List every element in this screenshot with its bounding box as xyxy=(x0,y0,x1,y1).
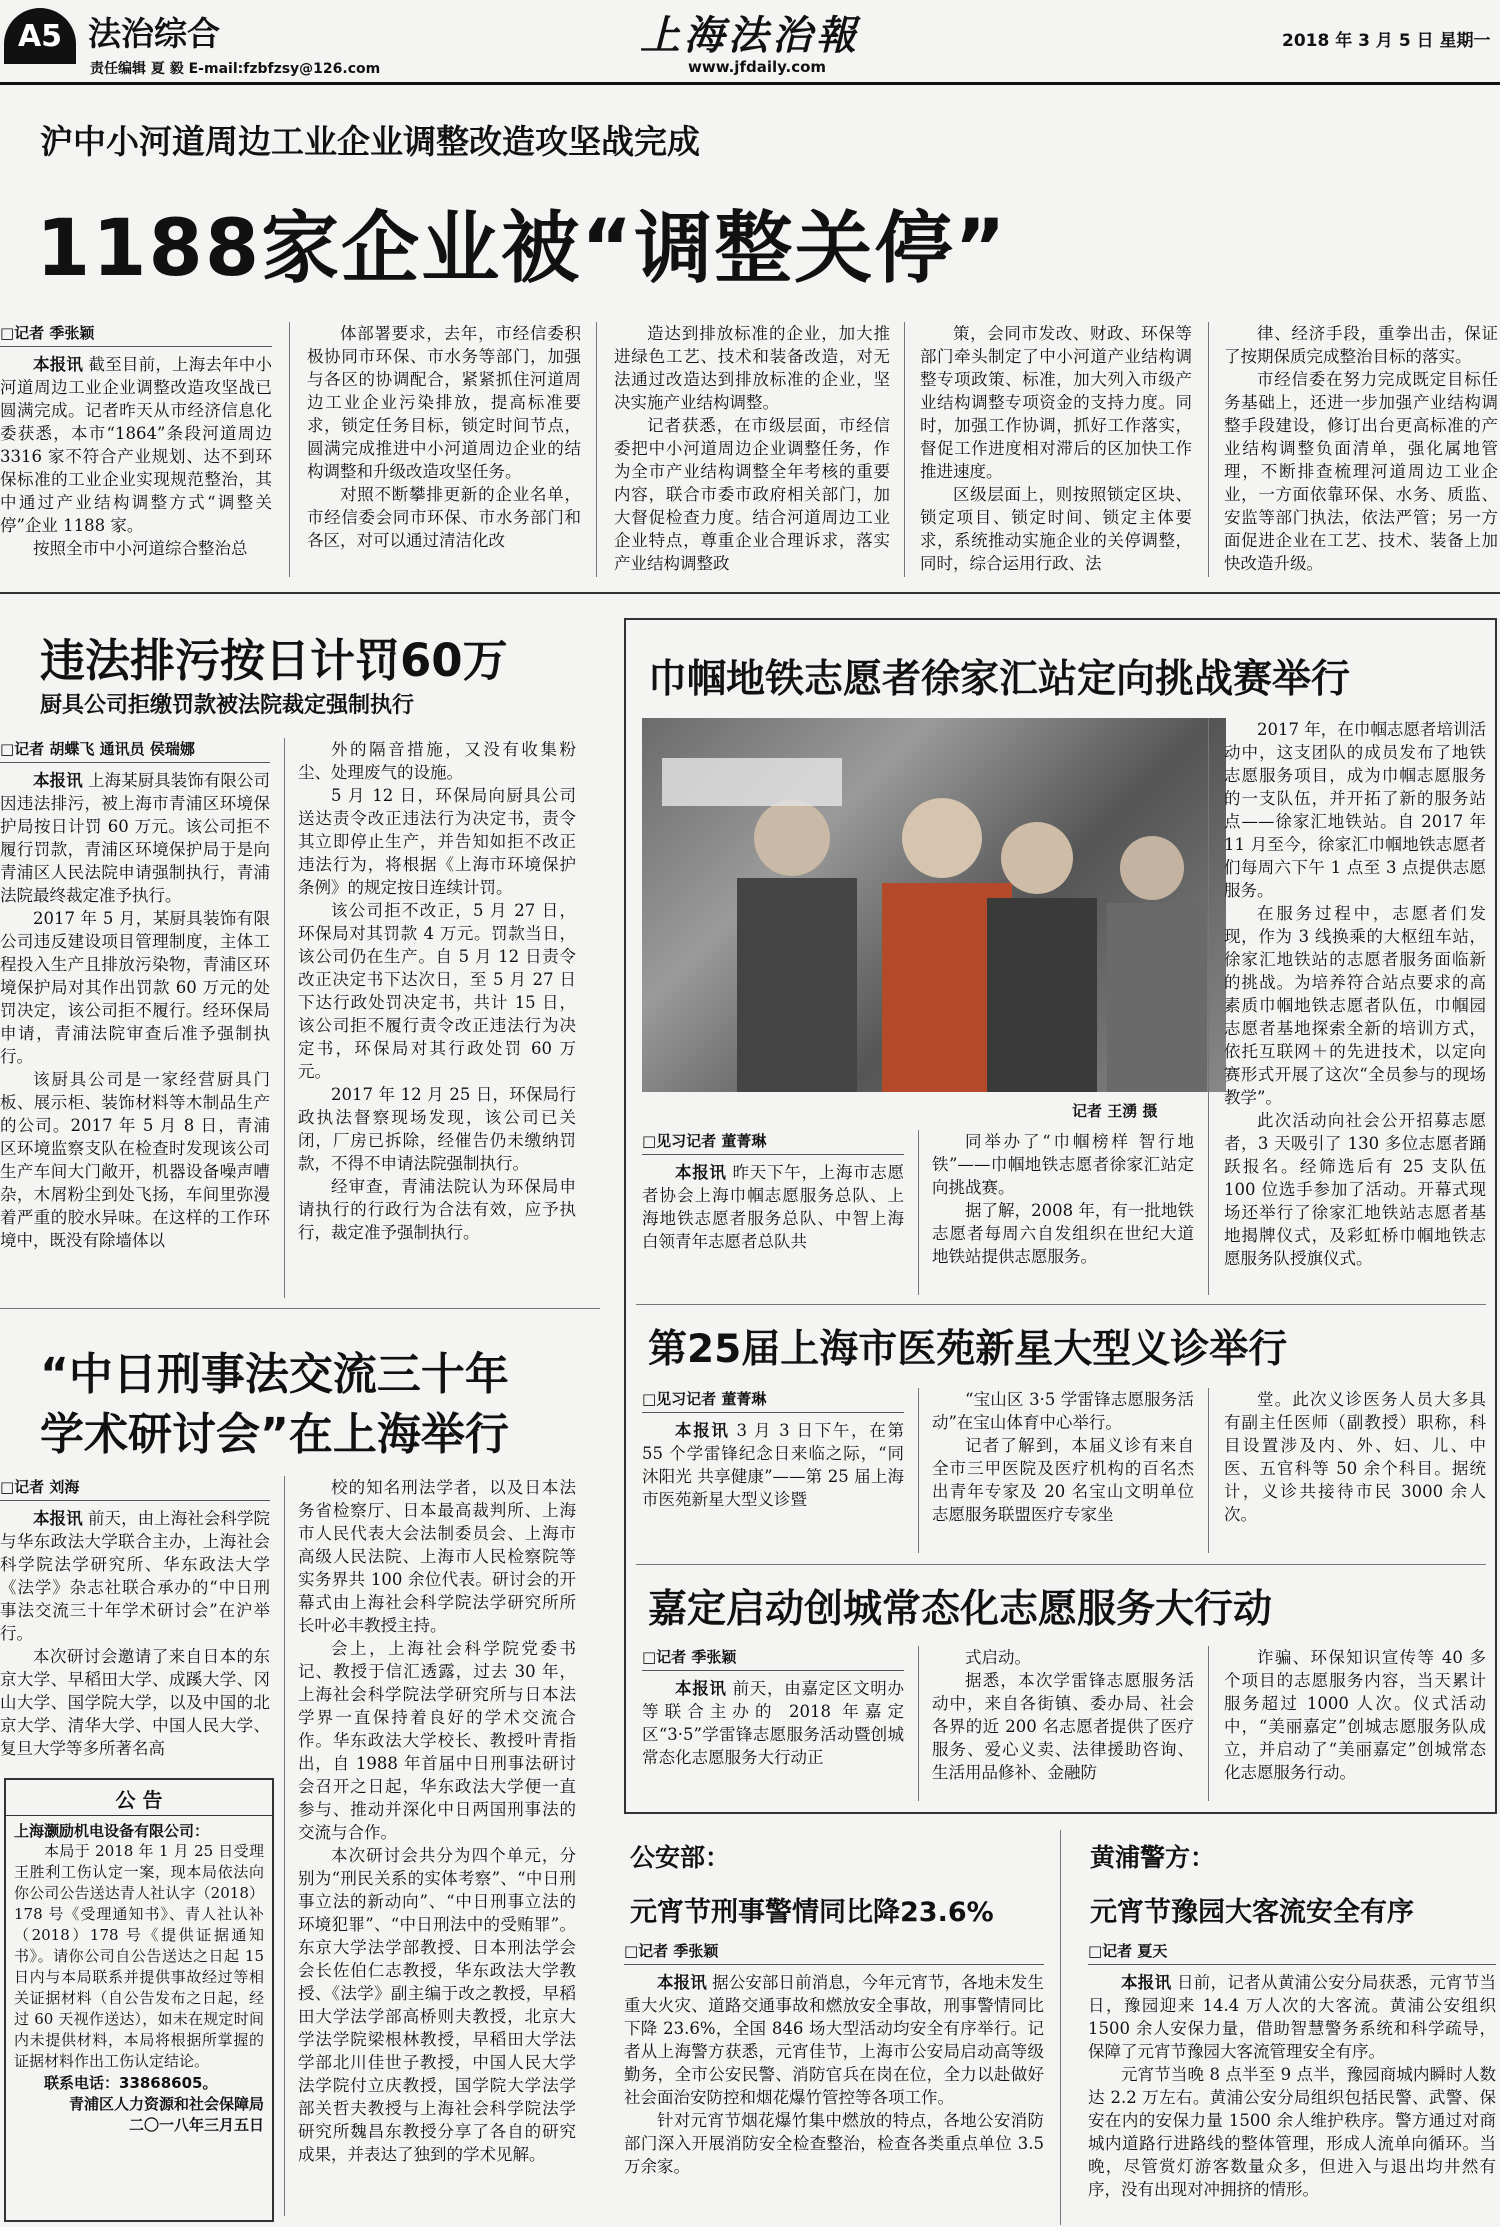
lead-headline: 1188家企业被“调整关停” xyxy=(36,204,1008,294)
story6-col-1-body xyxy=(642,1677,904,1769)
story6-col-3-body xyxy=(1224,1646,1486,1784)
section-title: 法治综合 xyxy=(88,14,220,53)
story5-col-2 xyxy=(932,1388,1194,1558)
story6-byline: □记者 季张颖 xyxy=(642,1646,904,1671)
story4-col-2 xyxy=(932,1130,1194,1300)
paragraph: 记者了解到，本届义诊有来自全市三甲医院及医疗机构的百名杰出青年专家及 20 名宝山文明单位志愿服务联盟医疗专家坐 xyxy=(932,1436,1194,1524)
paragraph: 诈骗、环保知识宣传等 40 多个项目的志愿服务内容，当天累计服务超过 1000 人次。仪式活动中，“美丽嘉定”创城志愿服务队成立，并启动了“美丽嘉定”创城常态化志愿服务行动。 xyxy=(1224,1648,1486,1782)
paragraph: 本报讯 截至目前，上海去年中小河道周边工业企业调整改造攻坚战已圆满完成。记者昨天从市经济信息化委获悉，本市“1864”条段河道周边 3316 家不符合产业规划、达不到环保标准的工业企业实现规范整治，其中通过产业结构调整方式“调整关停”企业 1188 家。 xyxy=(0,355,272,535)
story2-headline: 违法排污按日计罚60万 xyxy=(40,634,508,687)
paragraph: 造达到排放标准的企业，加大推进绿色工艺、技术和装备改造，对无法通过改造达到排放标准的企业，坚决实施产业结构调整。 xyxy=(614,324,890,412)
story7-byline: □记者 季张颖 xyxy=(624,1940,1044,1965)
section-rule xyxy=(636,1304,1486,1305)
paragraph: 按照全市中小河道综合整治总 xyxy=(33,539,248,558)
paragraph: 律、经济手段，重拳出击，保证了按期保质完成整治目标的落实。 xyxy=(1224,324,1498,366)
volunteers-photo-figures xyxy=(642,718,1226,1092)
paragraph: 该厨具公司是一家经营厨具门板、展示柜、装饰材料等木制品生产的公司。2017 年 5 月 8 日，青浦区环境监察支队在检查时发现该公司生产车间大门敞开，机器设备噪声嘈杂，木屑粉尘到处飞扬，车间里弥漫着严重的胶水异味。在这样的工作环境中，既没有除墙体以 xyxy=(0,1070,270,1250)
story7-headline: 元宵节刑事警情同比降23.6% xyxy=(630,1897,994,1928)
section-rule xyxy=(0,592,1500,594)
paragraph: 该公司拒不改正，5 月 27 日，环保局对其罚款 4 万元。罚款当日，该公司仍在生产。自 5 月 12 日责令改正决定书下达次日，至 5 月 27 日下达行政处罚决定书，共计 15 日，该公司拒不履行责令改正违法行为决定书，环保局对其行政处罚 60 万元。 xyxy=(298,901,576,1081)
story7-col-1 xyxy=(624,1940,1044,2225)
paragraph: 校的知名刑法学者，以及日本法务省检察厅、日本最高裁判所、上海市人民代表大会法制委员会、上海市高级人民法院、上海市人民检察院等实务界共 100 余位代表。研讨会的开幕式由上海社会科学院法学研究所所长叶必丰教授主持。 xyxy=(298,1478,576,1635)
lead-col-3-body xyxy=(614,322,890,575)
story3-col-2 xyxy=(298,1476,576,2221)
paragraph: 据悉，本次学雷锋志愿服务活动中，来自各街镇、委办局、社会各界的近 200 名志愿者提供了医疗服务、爱心义卖、法律援助咨询、生活用品修补、金融防 xyxy=(932,1671,1194,1782)
story4-col-1-body xyxy=(642,1161,904,1253)
story5-col-2-body xyxy=(932,1388,1194,1526)
paragraph: 2017 年 5 月，某厨具装饰有限公司违反建设项目管理制度，主体工程投入生产且排放污染物，青浦区环境保护局对其作出罚款 60 万元的处罚决定，该公司拒不履行。经环保局申请，青浦法院审查后准予强制执行。 xyxy=(0,909,270,1066)
paragraph: 本次研讨会邀请了来自日本的东京大学、早稻田大学、成蹊大学、冈山大学、国学院大学，以及中国的北京大学、清华大学、中国人民大学、复旦大学等多所著名高 xyxy=(0,1647,270,1758)
story8-byline: □记者 夏天 xyxy=(1088,1940,1496,1965)
photo-credit: 记者 王湧 摄 xyxy=(1072,1102,1158,1120)
story4-col-2-body xyxy=(932,1130,1194,1268)
paragraph: 式启动。 xyxy=(965,1648,1031,1667)
story3-byline: □记者 刘海 xyxy=(0,1476,270,1501)
paragraph: 策，会同市发改、财政、环保等部门牵头制定了中小河道产业结构调整专项政策、标准，加大列入市级产业结构调整专项资金的支持力度。同时，加强工作协调，抓好工作落实，督促工作进度相对滞后的区加快工作推进速度。 xyxy=(920,324,1192,481)
notice-company: 上海灏励机电设备有限公司： xyxy=(14,1822,210,1840)
lead-kicker: 沪中小河道周边工业企业调整改造攻坚战完成 xyxy=(40,122,700,161)
notice-issuer: 青浦区人力资源和社会保障局 xyxy=(68,2095,264,2113)
paragraph: 同举办了“巾帼榜样 智行地铁”——巾帼地铁志愿者徐家汇站定向挑战赛。 xyxy=(932,1132,1194,1197)
story3-headline-line-1: “中日刑事法交流三十年 xyxy=(40,1349,509,1400)
paragraph: 本报讯 3 月 3 日下午，在第 55 个学雷锋纪念日来临之际，“同沐阳光 共享健康”——第 25 届上海市医苑新星大型义诊暨 xyxy=(642,1421,904,1509)
story2-subhead: 厨具公司拒缴罚款被法院裁定强制执行 xyxy=(40,693,415,718)
page-number-badge: A5 xyxy=(4,8,76,64)
story4-byline: □见习记者 董菁琳 xyxy=(642,1130,904,1155)
divider xyxy=(1208,322,1209,577)
paragraph: 此次活动向社会公开招募志愿者，3 天吸引了 130 多位志愿者踊跃报名。经筛选后有 25 支队伍 100 位选手参加了活动。开幕式现场还举行了徐家汇地铁站志愿者基地揭牌仪式，及彩虹桥巾帼地铁志愿服务队授旗仪式。 xyxy=(1224,1111,1486,1268)
paragraph: 本报讯 据公安部日前消息，今年元宵节，各地未发生重大火灾、道路交通事故和燃放安全事故，刑事警情同比下降 23.6%，全国 846 场大型活动均安全有序举行。记者从上海警方获悉，元宵佳节，上海市公安局启动高等级勤务，全市公安民警、消防官兵在岗在位，全力以赴做好社会面治安防控和烟花爆竹管控等各项工作。 xyxy=(624,1973,1044,2107)
divider xyxy=(284,738,285,1298)
issue-date: 2018 年 3 月 5 日 星期一 xyxy=(1282,31,1491,51)
story8-col-1-body xyxy=(1088,1971,1496,2201)
volunteers-photo xyxy=(642,718,1226,1092)
story5-headline: 第25届上海市医苑新星大型义诊举行 xyxy=(648,1327,1288,1372)
story4-headline: 巾帼地铁志愿者徐家汇站定向挑战赛举行 xyxy=(648,657,1351,702)
divider xyxy=(918,1130,919,1295)
notice-body: 本局于 2018 年 1 月 25 日受理王胜利工伤认定一案，现本局依法向你公司公告送达青人社认字（2018）178 号《受理通知书》、青人社认补（2018）178 号《提供证据通知书》。请你公司自公告送达之日起 15 日内与本局联系并提供事故经过等相关证据材料（自公告发布之日起，经过 60 天视作送达），如未在规定时间内未提供材料，本局将根据所掌握的证据材料作出工伤认定结论。 xyxy=(14,1842,264,2070)
paragraph: 本报讯 上海某厨具装饰有限公司因违法排污，被上海市青浦区环境保护局按日计罚 60 万元。该公司拒不履行罚款，青浦区环境保护局于是向青浦区人民法院申请强制执行，青浦法院最终裁定准予执行。 xyxy=(0,771,270,905)
paragraph: 本报讯 前天，由上海社会科学院与华东政法大学联合主办，上海社会科学院法学研究所、华东政法大学《法学》杂志社联合承办的“中日刑事法交流三十年学术研讨会”在沪举行。 xyxy=(0,1509,270,1643)
story8-kicker: 黄浦警方： xyxy=(1090,1843,1216,1872)
paragraph: “宝山区 3·5 学雷锋志愿服务活动”在宝山体育中心举行。 xyxy=(932,1390,1194,1432)
lead-col-5-body xyxy=(1224,322,1498,575)
section-rule xyxy=(636,1564,1486,1565)
divider xyxy=(1060,1830,1061,2225)
paper-name-logo: 上海法治報 xyxy=(640,12,860,59)
divider xyxy=(904,322,905,577)
paragraph: 2017 年，在巾帼志愿者培训活动中，这支团队的成员发布了地铁志愿服务项目，成为巾帼志愿服务的一支队伍，并开拓了新的服务站点——徐家汇地铁站。自 2017 年 11 月至今，徐家汇巾帼地铁志愿者们每周六下午 1 点至 3 点提供志愿服务。 xyxy=(1224,720,1486,900)
paragraph: 对照不断攀排更新的企业名单，市经信委会同市环保、市水务部门和各区，对可以通过清洁化改 xyxy=(307,485,581,550)
lead-col-2-body xyxy=(307,322,581,552)
divider xyxy=(1208,1388,1209,1553)
lead-byline: □记者 季张颖 xyxy=(0,322,272,347)
paragraph: 记者获悉，在市级层面，市经信委把中小河道周边企业调整任务，作为全市产业结构调整全年考核的重要内容，联合市委市政府相关部门，加大督促检查力度。结合河道周边工业企业特点，尊重企业合理诉求，落实产业结构调整政 xyxy=(614,416,890,573)
paragraph: 体部署要求，去年，市经信委积极协同市环保、市水务等部门，加强与各区的协调配合，紧紧抓住河道周边工业企业污染排放，提高标准要求，锁定任务目标，锁定时间节点，圆满完成推进中小河道周边企业的结构调整和升级改造攻坚任务。 xyxy=(307,324,581,481)
divider xyxy=(596,322,597,577)
editor-line: 责任编辑 夏 毅 E-mail:fzbfzsy@126.com xyxy=(90,61,381,77)
story6-col-3 xyxy=(1224,1646,1486,1806)
story7-col-1-body xyxy=(624,1971,1044,2178)
story5-col-1 xyxy=(642,1388,904,1558)
notice-date: 二〇一八年三月五日 xyxy=(128,2116,264,2134)
story6-col-2-body xyxy=(932,1646,1194,1784)
notice-phone: 联系电话：33868605。 xyxy=(44,2074,218,2092)
masthead-rule xyxy=(0,82,1500,85)
website-link[interactable]: www.jfdaily.com xyxy=(688,58,827,76)
lead-col-4 xyxy=(920,322,1192,582)
story3-col-2-body xyxy=(298,1476,576,2166)
lead-col-2 xyxy=(307,322,581,582)
story6-col-1 xyxy=(642,1646,904,1806)
paragraph: 针对元宵节烟花爆竹集中燃放的特点，各地公安消防部门深入开展消防安全检查整治，检查各类重点单位 3.5 万余家。 xyxy=(624,2111,1044,2176)
lead-col-1-body xyxy=(0,353,272,560)
section-rule xyxy=(0,1308,600,1309)
paragraph: 外的隔音措施，又没有收集粉尘、处理废气的设施。 xyxy=(298,740,576,782)
paragraph: 5 月 12 日，环保局向厨具公司送达责令改正违法行为决定书，责令其立即停止生产，并告知如拒不改正违法行为，将根据《上海市环境保护条例》的规定按日连续计罚。 xyxy=(298,786,576,897)
lead-col-1 xyxy=(0,322,272,582)
paragraph: 本次研讨会共分为四个单元，分别为“刑民关系的实体考察”、“中日刑事立法的新动向”、“中日刑事立法的环境犯罪”、“中日刑法中的受贿罪”。东京大学法学部教授、日本刑法学会会长佐伯仁志教授，华东政法大学教授、《法学》副主编于改之教授，早稻田大学法学部高桥则夫教授，北京大学法学院梁根林教授，早稻田大学法学部北川佳世子教授，中国人民大学法学院付立庆教授，国学院大学法学部关哲夫教授与上海社会科学院法学研究所魏昌东教授分享了各自的研究成果，并表达了独到的学术见解。 xyxy=(298,1846,576,2164)
divider xyxy=(1208,718,1209,1295)
paragraph: 经审查，青浦法院认为环保局申请执行的行政行为合法有效，应予执行，裁定准予强制执行。 xyxy=(298,1177,576,1242)
lead-col-5 xyxy=(1224,322,1498,582)
masthead xyxy=(0,0,1500,86)
story4-col-3 xyxy=(1224,718,1486,1298)
story2-col-2 xyxy=(298,738,576,1298)
story3-col-1-body xyxy=(0,1507,270,1760)
paragraph: 本报讯 日前，记者从黄浦公安分局获悉，元宵节当日，豫园迎来 14.4 万人次的大客流。黄浦公安组织 1500 余人安保力量，借助智慧警务系统和科学疏导，保障了元宵节豫园大客流管理安全有序。 xyxy=(1088,1973,1496,2061)
story5-col-3 xyxy=(1224,1388,1486,1558)
paragraph: 元宵节当晚 8 点半至 9 点半，豫园商城内瞬时人数达 2.2 万左右。黄浦公安分局组织包括民警、武警、保安在内的安保力量 1500 余人维护秩序。警方通过对商城内道路行进路线的整体管理，形成人流单向循环。当晚，尽管赏灯游客数量众多，但进入与退出均井然有序，没有出现对冲拥挤的情形。 xyxy=(1088,2065,1496,2199)
story2-col-1-body xyxy=(0,769,270,1252)
lead-col-3 xyxy=(614,322,890,582)
lead-col-4-body xyxy=(920,322,1192,575)
divider xyxy=(1208,1646,1209,1801)
paragraph: 本报讯 前天，由嘉定区文明办等联合主办的 2018 年嘉定区“3·5”学雷锋志愿服务活动暨创城常态化志愿服务大行动正 xyxy=(642,1679,904,1767)
story6-col-2 xyxy=(932,1646,1194,1806)
story8-col-1 xyxy=(1088,1940,1496,2225)
story4-col-1 xyxy=(642,1130,904,1300)
paragraph: 在服务过程中，志愿者们发现，作为 3 线换乘的大枢纽车站，徐家汇地铁站的志愿者服务面临新的挑战。为培养符合站点要求的高素质巾帼地铁志愿者队伍，巾帼园志愿者基地探索全新的培训方式，依托互联网＋的先进技术，以定向赛形式开展了这次“全员参与的现场教学”。 xyxy=(1224,904,1486,1107)
notice-box xyxy=(4,1778,274,2222)
divider xyxy=(918,1388,919,1553)
divider xyxy=(284,1476,285,2216)
divider xyxy=(918,1646,919,1801)
story3-col-1 xyxy=(0,1476,270,1768)
story5-col-3-body xyxy=(1224,1388,1486,1526)
notice-title: 公 告 xyxy=(6,1784,272,1816)
story3-headline-line-2: 学术研讨会”在上海举行 xyxy=(40,1409,509,1460)
paragraph: 堂。此次义诊医务人员大多具有副主任医师（副教授）职称，科目设置涉及内、外、妇、儿、中医、五官科等 50 余个科目。据统计，义诊共接待市民 3000 余人次。 xyxy=(1224,1390,1486,1524)
story4-col-3-body xyxy=(1224,718,1486,1270)
story2-col-2-body xyxy=(298,738,576,1244)
paragraph: 市经信委在努力完成既定目标任务基础上，还进一步加强产业结构调整手段建设，修订出台更高标准的产业结构调整负面清单，强化属地管理，不断排查梳理河道周边工业企业，一方面依靠环保、水务、质监、安监等部门执法，依法严管；另一方面促进企业在工艺、技术、装备上加快改造升级。 xyxy=(1224,370,1498,573)
story5-byline: □见习记者 董菁琳 xyxy=(642,1388,904,1413)
paragraph: 据了解，2008 年，有一批地铁志愿者每周六自发组织在世纪大道地铁站提供志愿服务。 xyxy=(932,1201,1194,1266)
story6-headline: 嘉定启动创城常态化志愿服务大行动 xyxy=(648,1587,1273,1632)
story2-byline: □记者 胡蝶飞 通讯员 侯瑞娜 xyxy=(0,738,270,763)
divider xyxy=(289,322,290,577)
paragraph: 区级层面上，则按照锁定区块、锁定项目、锁定时间、锁定主体要求，系统推动实施企业的关停调整，同时，综合运用行政、法 xyxy=(920,485,1192,573)
paragraph: 会上，上海社会科学院党委书记、教授于信汇透露，过去 30 年，上海社会科学院法学研究所与日本法学界一直保持着良好的学术交流合作。华东政法大学校长、教授叶青指出，自 1988 年首届中日刑事法研讨会召开之日起，华东政法大学便一直参与、推动并深化中日两国刑事法的交流与合作。 xyxy=(298,1639,576,1842)
paragraph: 2017 年 12 月 25 日，环保局行政执法督察现场发现，该公司已关闭，厂房已拆除，经催告仍未缴纳罚款，不得不申请法院强制执行。 xyxy=(298,1085,576,1173)
story5-col-1-body xyxy=(642,1419,904,1511)
story7-kicker: 公安部： xyxy=(630,1843,731,1872)
story2-col-1 xyxy=(0,738,270,1298)
paragraph: 本报讯 昨天下午，上海市志愿者协会上海巾帼志愿服务总队、上海地铁志愿者服务总队、中智上海白领青年志愿者总队共 xyxy=(642,1163,904,1251)
story8-headline: 元宵节豫园大客流安全有序 xyxy=(1090,1897,1414,1928)
